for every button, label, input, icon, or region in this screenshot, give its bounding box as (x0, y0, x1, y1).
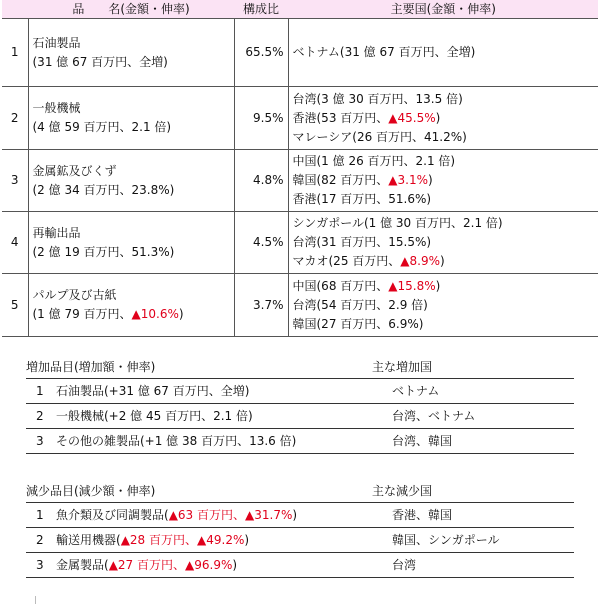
item-name: 石油製品(+31 億 67 百万円、全増) (56, 384, 250, 398)
list-item (26, 378, 574, 404)
header-countries: 主要国(金額・伸率) (288, 0, 598, 19)
item-cell (28, 87, 234, 150)
item-countries: 台湾、韓国 (392, 434, 453, 448)
item-countries: 台湾、ベトナム (392, 409, 476, 423)
page-edge-mark (35, 596, 36, 604)
decrease-title: 減少品目(減少額・伸率) (26, 484, 156, 498)
list-item (26, 528, 574, 553)
country-line: 香港(53 百万円、▲45.5%) (292, 110, 441, 125)
countries-cell (288, 87, 598, 150)
country-line: 香港(17 百万円、51.6%) (292, 192, 432, 206)
item-number: 2 (36, 533, 44, 547)
country-line: マレーシア(26 百万円、41.2%) (292, 129, 467, 144)
item-countries: 韓国、シンガポール (392, 533, 500, 547)
item-number: 2 (36, 409, 44, 423)
item-name: パルプ及び古紙 (32, 288, 117, 302)
country-line: 台湾(54 百万円、2.9 倍) (292, 297, 428, 312)
increase-section (26, 356, 574, 454)
item-name: 一般機械 (32, 101, 81, 115)
item-cell (28, 150, 234, 212)
item-number: 3 (36, 558, 44, 572)
countries-cell (288, 212, 598, 274)
ratio-cell: 4.8% (234, 150, 288, 212)
item-name: 金属鉱及びくず (32, 163, 117, 178)
item-name: 一般機械(+2 億 45 百万円、2.1 倍) (56, 409, 253, 423)
increase-title: 増加品目(増加額・伸率) (26, 360, 156, 374)
item-number: 3 (36, 434, 44, 448)
item-name: その他の雑製品(+1 億 38 百万円、13.6 倍) (56, 434, 297, 448)
list-item (26, 404, 574, 429)
item-detail: (2 億 34 百万円、23.8%) (32, 182, 175, 197)
ratio-cell: 9.5% (234, 87, 288, 150)
item-detail: (31 億 67 百万円、全増) (32, 54, 168, 69)
table-row (2, 19, 598, 87)
country-line: 台湾(3 億 30 百万円、13.5 倍) (292, 91, 463, 106)
row-number: 1 (2, 19, 28, 87)
table-row (2, 274, 598, 337)
country-line: 韓国(27 百万円、6.9%) (292, 316, 424, 331)
increase-country-title: 主な増加国 (372, 360, 433, 374)
table-row (2, 212, 598, 274)
list-item (26, 502, 574, 528)
header-ratio: 構成比 (234, 0, 288, 19)
table-header-row (2, 0, 598, 19)
row-number: 2 (2, 87, 28, 150)
country-line: マカオ(25 百万円、▲8.9%) (292, 254, 445, 268)
country-line: 台湾(31 百万円、15.5%) (292, 235, 432, 249)
row-number: 3 (2, 150, 28, 212)
decrease-header (26, 480, 574, 502)
item-name: 魚介類及び同調製品(▲63 百万円、▲31.7%) (56, 508, 298, 522)
country-line: ベトナム(31 億 67 百万円、全増) (292, 45, 476, 59)
item-detail: (1 億 79 百万円、▲10.6%) (32, 307, 184, 321)
item-cell (28, 274, 234, 337)
header-no (2, 0, 28, 19)
table-row (2, 150, 598, 212)
row-number: 5 (2, 274, 28, 337)
ratio-cell: 4.5% (234, 212, 288, 274)
item-number: 1 (36, 384, 44, 398)
country-line: 中国(68 百万円、▲15.8%) (292, 278, 441, 293)
item-countries: 台湾 (392, 558, 417, 572)
decrease-section (26, 480, 574, 578)
row-number: 4 (2, 212, 28, 274)
item-cell (28, 19, 234, 87)
list-item (26, 553, 574, 578)
item-countries: 香港、韓国 (392, 508, 453, 522)
item-number: 1 (36, 508, 44, 522)
country-line: 韓国(82 百万円、▲3.1%) (292, 173, 433, 187)
countries-cell (288, 19, 598, 87)
countries-cell (288, 150, 598, 212)
item-countries: ベトナム (392, 384, 440, 398)
ratio-cell: 65.5% (234, 19, 288, 87)
decrease-country-title: 主な減少国 (372, 484, 433, 498)
list-item (26, 429, 574, 454)
item-name: 金属製品(▲27 百万円、▲96.9%) (56, 558, 238, 572)
item-name: 輸送用機器(▲28 百万円、▲49.2%) (56, 533, 250, 547)
country-line: 中国(1 億 26 百万円、2.1 倍) (292, 154, 456, 168)
item-detail: (2 億 19 百万円、51.3%) (32, 244, 175, 259)
increase-header (26, 356, 574, 378)
item-detail: (4 億 59 百万円、2.1 倍) (32, 120, 172, 134)
country-line: シンガポール(1 億 30 百万円、2.1 倍) (292, 216, 503, 230)
item-name: 石油製品 (32, 35, 81, 50)
table-row (2, 87, 598, 150)
header-name: 品 名(金額・伸率) (28, 0, 234, 19)
export-items-table (2, 0, 598, 337)
countries-cell (288, 274, 598, 337)
ratio-cell: 3.7% (234, 274, 288, 337)
item-name: 再輸出品 (32, 225, 81, 240)
item-cell (28, 212, 234, 274)
